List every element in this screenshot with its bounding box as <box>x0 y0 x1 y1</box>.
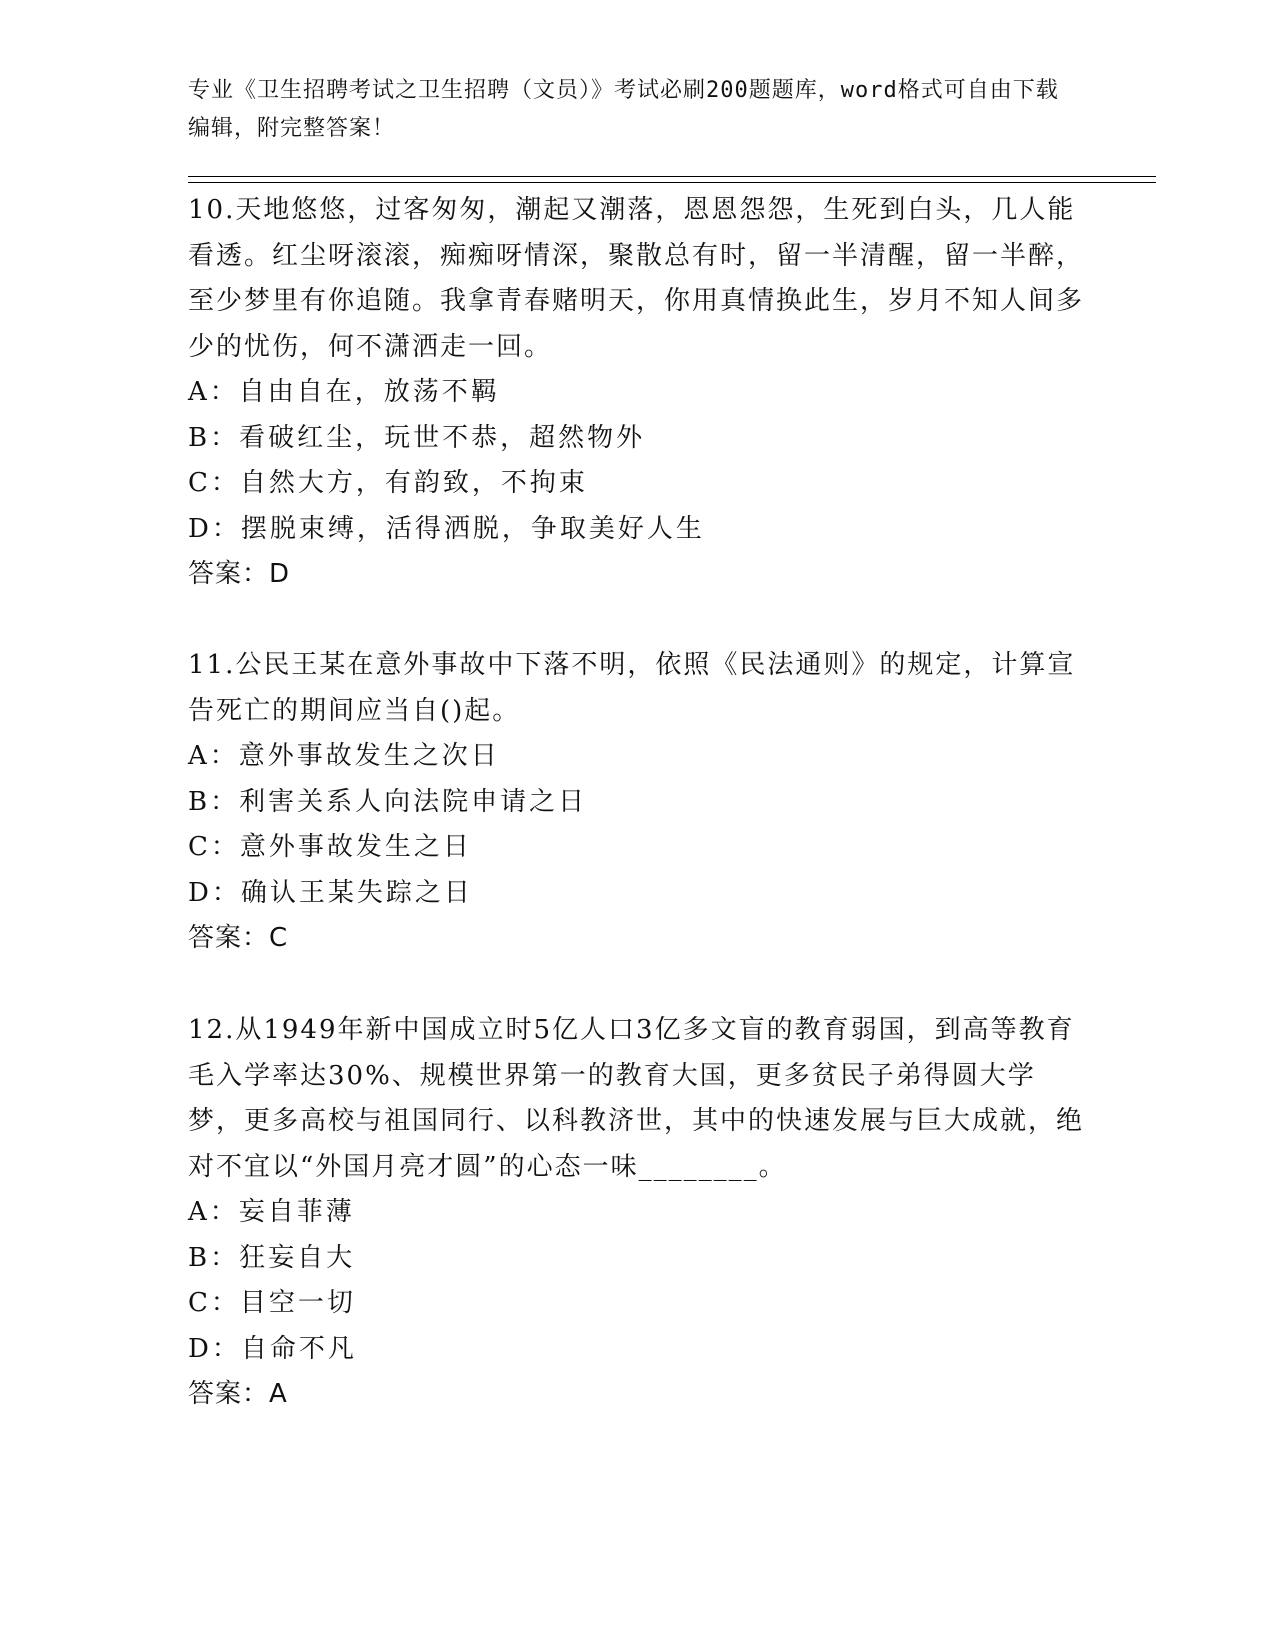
question-stem: 10.天地悠悠，过客匆匆，潮起又潮落，恩恩怨怨，生死到白头，几人能看透。红尘呀滚滚，痴痴呀情深，聚散总有时，留一半清醒，留一半醉，至少梦里有你追随。我拿青春赌明天，你用真情换此生，岁月不知人间多少的忧伤，何不潇洒走一回。 <box>188 195 1085 362</box>
document-header: 专业《卫生招聘考试之卫生招聘（文员）》考试必刷200题题库，word格式可自由下载编辑，附完整答案！ <box>188 78 1059 141</box>
option-c: C：意外事故发生之日 <box>188 832 472 862</box>
question-stem: 11.公民王某在意外事故中下落不明，依照《民法通则》的规定，计算宣告死亡的期间应当自()起。 <box>188 650 1076 726</box>
question-11 <box>188 643 1088 962</box>
option-d: D：摆脱束缚，活得洒脱，争取美好人生 <box>188 513 705 544</box>
answer-line: 答案：C <box>188 923 289 953</box>
option-a: A：意外事故发生之次日 <box>188 741 500 771</box>
option-b: B：狂妄自大 <box>188 1242 356 1273</box>
option-a: A：自由自在，放荡不羁 <box>188 377 500 407</box>
question-10 <box>188 188 1088 598</box>
option-c: C：自然大方，有韵致，不拘束 <box>188 468 588 498</box>
option-a: A：妄自菲薄 <box>188 1197 355 1227</box>
answer-line: 答案：D <box>188 559 291 589</box>
header-divider <box>188 176 1156 183</box>
option-b: B：看破红尘，玩世不恭，超然物外 <box>188 422 646 453</box>
option-d: D：自命不凡 <box>188 1333 357 1364</box>
option-c: C：目空一切 <box>188 1288 356 1318</box>
question-12 <box>188 1008 1088 1418</box>
option-d: D：确认王某失踪之日 <box>188 877 473 908</box>
option-b: B：利害关系人向法院申请之日 <box>188 786 588 817</box>
question-stem: 12.从1949年新中国成立时5亿人口3亿多文盲的教育弱国，到高等教育毛入学率达30%、规模世界第一的教育大国，更多贫民子弟得圆大学梦，更多高校与祖国同行、以科教济世，其中的快速发展与巨大成就，绝对不宜以“外国月亮才圆”的心态一味________。 <box>188 1015 1085 1182</box>
answer-line: 答案：A <box>188 1379 288 1409</box>
